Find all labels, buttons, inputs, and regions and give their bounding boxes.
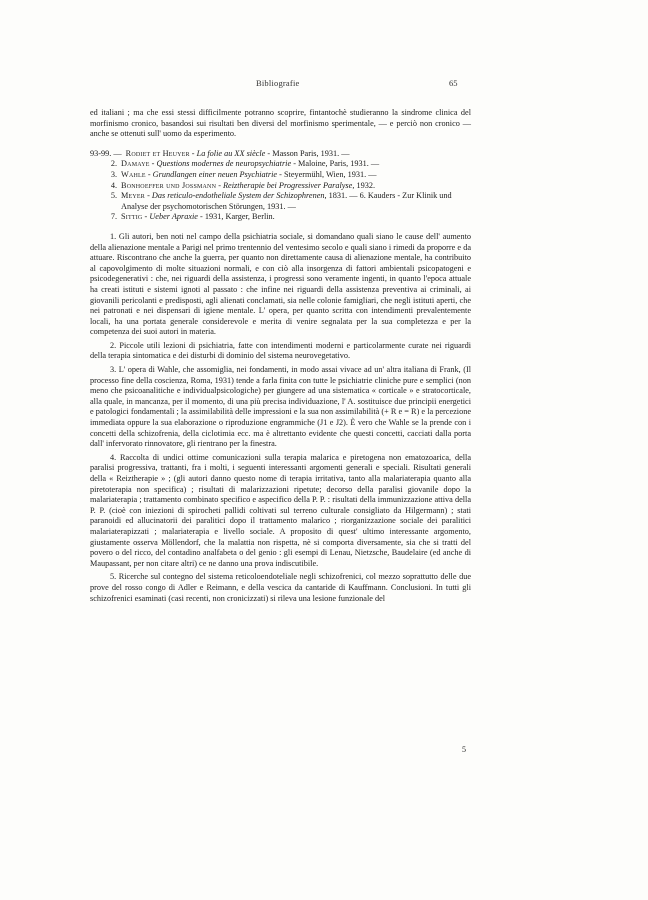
reference-work: La folie au XX siècle — [196, 148, 266, 158]
reference-number: 4. — [110, 180, 117, 190]
reference-publisher: , 1831. — 6. Kauders - Zur Klinik und Analyse der psychomotorischen Störungen, 1931. — — [121, 191, 452, 211]
reference-author: Damaye — [121, 159, 150, 169]
page-body — [90, 108, 471, 607]
reference-number: 7. — [110, 212, 117, 222]
reference-item: 3. Wahle - Grundlangen einer neuen Psychiatrie - Steyermühl, Wien, 1931. — — [90, 170, 471, 181]
reference-work: Grundlangen einer neuen Psychiatrie — [152, 169, 278, 179]
review-note-2: 2. Piccole utili lezioni di psichiatria, fatte con intendimenti moderni e particolarmente curate nei riguardi della terapia sintomatica e dei disturbi di dominio del sistema neurovegetativo. — [90, 340, 471, 361]
reference-number: 5. — [110, 191, 117, 201]
review-note-3: 3. L' opera di Wahle, che assomiglia, nei fondamenti, in modo assai vivace ad un' altra italiana di Frank, (Il processo fine della coscienza, Roma, 1931) tende a farla finita con tutte le psichiatrie cliniche pure e semplici (non meno che psicoanalitiche e individualpsicologiche) per giungere ad una sistematica « corticale » e stratocorticale, alla quale, in mancanza, per il momento, di una più precisa individuazione, l' A. sostituisce due principii energetici e patologici fondamentali ; la assimilabilità delle impressioni e la sua non assimilabilità (+ R e = R) e la percezione immediata oppure la sua elaborazione o riproduzione engrammiche (J1 e J2). È vero che Wahle se la prende con i concetti della schizofrenia, della ciclotimia ecc. ma è altrettanto evidente che questi concetti, cacciati dalla porta dall' infervorato rinnovatore, gli rientrano per la finestra. — [90, 365, 471, 449]
reference-item: 5. Meyer - Das reticulo-endotheliale System der Schizophrenen, 1831. — 6. Kauders - Zur Klinik und Analyse der psychomotorischen Störungen, 1931. — — [90, 191, 471, 212]
signature-mark: 5 — [462, 745, 466, 754]
reference-work: Questions modernes de neuropsychiatrie — [156, 159, 292, 169]
reference-publisher: - Maloine, Paris, 1931. — — [291, 159, 380, 169]
reference-number: 3. — [110, 169, 117, 179]
running-head-title: Bibliografie — [256, 78, 300, 88]
reference-number: 2. — [110, 159, 117, 169]
reference-item: 93-99. — Rodiet et Heuyer - La folie au XX siècle - Masson Paris, 1931. — — [90, 148, 350, 158]
reference-author: Sittig — [121, 212, 143, 222]
review-note-4: 4. Raccolta di undici ottime comunicazioni sulla terapia malarica e piretogena non ematozoarica, della paralisi progressiva, trattanti, fra i molti, i seguenti interessanti argomenti generali e speciali. Risultati generali della « Reiztherapie » ; (gli autori danno questo nome di terapia irritativa, tanto alla malariaterapia quanto alla piretoterapia non specifica) ; risultati di malarizzazioni ripetute; decorso della paralisi giovanile dopo la malariaterapia ; trattamento combinato specifico e aspecifico della P. P. : risultati della immunizzazione attiva della P. P. (cioè con iniezioni di spirocheti pallidi coltivati sul terreno culturale consigliato da Hilgermann) ; stati paranoidi ed allucinatorii dei paralitici dopo il trattamento malarico ; riorganizzazione sociale dei paralitici malariaterapizzati ; malariaterapia e livello sociale. A proposito di quest' ultimo interessante argomento, giustamente osserva Möllendorf, che la malattia non rispetta, nè si comporta diversamente, sia che si tratti del povero o del ricco, del contadino analfabeta o del genio : gli esempi di Lenau, Nietzsche, Baudelaire (ed anche di Maupassant, per non citare altri) ce ne danno una prova indiscutibile. — [90, 452, 471, 568]
reference-work: Das reticulo-endotheliale System der Schizophrenen — [151, 191, 325, 201]
reference-publisher: - 1931, Karger, Berlin. — [197, 212, 275, 222]
reference-author: Meyer — [121, 191, 146, 201]
review-note-1: 1. Gli autori, ben noti nel campo della psichiatria sociale, si domandano quali siano le cause dell' aumento della alienazione mentale a Parigi nel primo trentennio del ventesimo secolo e quali siano i rimedi da proporre e da attuare. Riscontrano che anche la guerra, per quanto non direttamente causa di alienazione mentale, ha contribuito al capovolgimento di molte situazioni normali, e con ciò alla insorgenza di fattori ambientali psicopatogeni e psicodegenerativi : che, nei riguardi della assistenza, i progressi sono veramente ingenti, in quanto l'epoca attuale ha creati istituti e sistemi ignoti al passato : che infine nei riguardi della assistenza preventiva ai criminali, ai giovanili pericolanti e predisposti, agli alienati conclamati, sia nelle colonie famigliari, che negli istituti aperti, che nei patronati e nei dispensari di igiene mentale. L' opera, per quanto scritta con intendimenti prevalentemente locali, ha una portata generale considerevole e merita di venire segnalata per la sua completezza e per la competenza dei suoi autori in materia. — [90, 231, 471, 337]
intro-paragraph: ed italiani ; ma che essi stessi difficilmente potranno scoprire, fintantochè studieranno la sindrome clinica del morfinismo cronico, basandosi sui risultati ben diversi del morfinismo sperimentale, — e perciò non cronico — anche se ottenuti sull' uomo da esperimento. — [90, 108, 471, 139]
reference-work: Reiztherapie bei Progressiver Paralyse — [223, 180, 353, 190]
reference-author: Wahle — [121, 169, 146, 179]
reference-publisher: , 1932. — [352, 180, 375, 190]
reference-publisher: - Steyermühl, Wien, 1931. — — [277, 169, 377, 179]
reference-list — [90, 149, 471, 223]
reference-author: Rodiet et Heuyer — [125, 148, 190, 158]
reference-item: 7. Sittig - Ueber Apraxie - 1931, Karger, Berlin. — [90, 212, 471, 223]
reference-work: Ueber Apraxie — [149, 212, 198, 222]
reference-publisher: - Masson Paris, 1931. — — [265, 148, 350, 158]
reference-number: 93-99. — — [90, 148, 122, 158]
reference-item: 4. Bonhoeffer und Jossmann - Reiztherapie bei Progressiver Paralyse, 1932. — [90, 181, 471, 192]
reference-author: Bonhoeffer und Jossmann — [121, 180, 217, 190]
page-number: 65 — [449, 78, 458, 88]
reference-item: 2. Damaye - Questions modernes de neuropsychiatrie - Maloine, Paris, 1931. — — [90, 159, 471, 170]
review-note-5: 5. Ricerche sul contegno del sistema reticoloendoteliale negli schizofrenici, col mezzo soprattutto delle due prove del rosso congo di Adler e Reimann, e della vescica da cantaride di Kauffmann. Conclusioni. In tutti gli schizofrenici esaminati (casi recenti, non cronicizzati) si rileva una lesione funzionale del — [90, 572, 471, 603]
